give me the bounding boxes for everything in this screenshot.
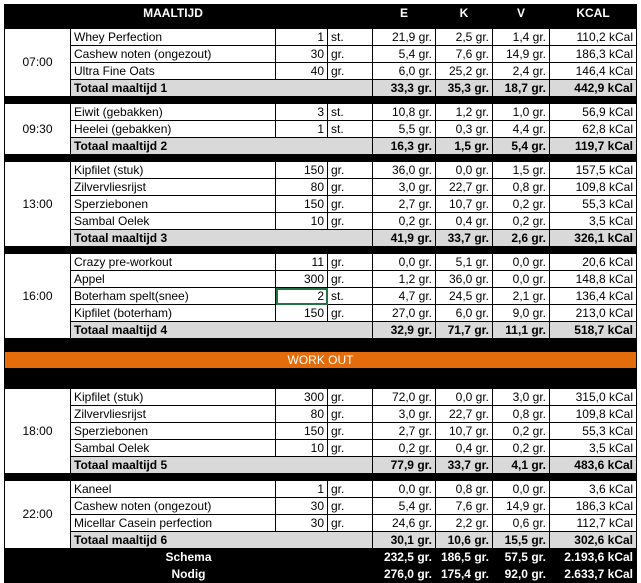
spacer-cell	[493, 369, 550, 382]
fat-cell[interactable]: 0,2 gr.	[493, 423, 550, 440]
summary-kcal-cell[interactable]: 2.193,6 kCal	[550, 549, 637, 566]
unit-cell[interactable]: gr.	[328, 63, 373, 80]
total-fat-cell[interactable]: 2,6 gr.	[493, 230, 550, 247]
kcal-cell[interactable]: 146,4 kCal	[550, 63, 637, 80]
unit-cell[interactable]: gr.	[328, 305, 373, 322]
fat-cell[interactable]: 14,9 gr.	[493, 498, 550, 515]
food-name-cell[interactable]: Heelei (gebakken)	[71, 121, 276, 138]
unit-cell[interactable]: gr.	[328, 213, 373, 230]
spacer-cell	[5, 247, 71, 254]
header-k[interactable]: K	[436, 5, 493, 22]
unit-cell[interactable]: gr.	[328, 440, 373, 457]
spacer-cell	[71, 474, 276, 481]
quantity-cell[interactable]: 80	[276, 406, 328, 423]
carbs-cell[interactable]: 0,0 gr.	[436, 162, 493, 179]
spacer-cell	[276, 369, 328, 382]
spacer-cell	[493, 382, 550, 389]
meal-total-row	[5, 230, 637, 247]
fat-cell[interactable]: 0,0 gr.	[493, 481, 550, 498]
spacer-cell	[276, 247, 328, 254]
total-kcal-cell[interactable]: 483,6 kCal	[550, 457, 637, 474]
quantity-cell[interactable]: 150	[276, 196, 328, 213]
spacer-cell	[373, 155, 436, 162]
total-protein-cell[interactable]: 32,9 gr.	[373, 322, 436, 339]
fat-cell[interactable]: 0,8 gr.	[493, 406, 550, 423]
unit-cell[interactable]: gr.	[328, 389, 373, 406]
spacer-row	[5, 97, 637, 104]
food-name-cell[interactable]: Whey Perfection	[71, 29, 276, 46]
carbs-cell[interactable]: 0,4 gr.	[436, 440, 493, 457]
total-fat-cell[interactable]: 18,7 gr.	[493, 80, 550, 97]
header-v[interactable]: V	[493, 5, 550, 22]
workout-row	[5, 352, 637, 369]
protein-cell[interactable]: 2,7 gr.	[373, 196, 436, 213]
fat-cell[interactable]: 0,0 gr.	[493, 254, 550, 271]
spacer-cell	[550, 247, 637, 254]
carbs-cell[interactable]: 2,5 gr.	[436, 29, 493, 46]
unit-cell[interactable]: gr.	[328, 46, 373, 63]
protein-cell[interactable]: 27,0 gr.	[373, 305, 436, 322]
food-name-cell[interactable]: Eiwit (gebakken)	[71, 104, 276, 121]
summary-label[interactable]: Schema	[5, 549, 373, 566]
carbs-cell[interactable]: 24,5 gr.	[436, 288, 493, 305]
spacer-cell	[276, 22, 328, 29]
quantity-cell[interactable]: 40	[276, 63, 328, 80]
spacer-cell	[71, 339, 276, 352]
food-name-cell[interactable]: Boterham spelt(snee)	[71, 288, 276, 305]
spacer-cell	[550, 369, 637, 382]
kcal-cell[interactable]: 3,6 kCal	[550, 481, 637, 498]
protein-cell[interactable]: 5,4 gr.	[373, 498, 436, 515]
food-row	[5, 179, 637, 196]
fat-cell[interactable]: 2,1 gr.	[493, 288, 550, 305]
food-row	[5, 481, 637, 498]
quantity-cell[interactable]: 2	[276, 288, 328, 305]
fat-cell[interactable]: 1,0 gr.	[493, 104, 550, 121]
meal-time[interactable]: 22:00	[5, 481, 71, 549]
total-carbs-cell[interactable]: 33,7 gr.	[436, 230, 493, 247]
spacer-cell	[493, 97, 550, 104]
food-name-cell[interactable]: Appel	[71, 271, 276, 288]
protein-cell[interactable]: 0,0 gr.	[373, 481, 436, 498]
meal-time[interactable]: 07:00	[5, 29, 71, 97]
meal-total-label[interactable]: Totaal maaltijd 3	[71, 230, 373, 247]
carbs-cell[interactable]: 22,7 gr.	[436, 406, 493, 423]
header-meal[interactable]: MAALTIJD	[71, 5, 276, 22]
protein-cell[interactable]: 2,7 gr.	[373, 423, 436, 440]
food-name-cell[interactable]: Cashew noten (ongezout)	[71, 46, 276, 63]
unit-cell[interactable]: gr.	[328, 196, 373, 213]
carbs-cell[interactable]: 22,7 gr.	[436, 179, 493, 196]
carbs-cell[interactable]: 0,8 gr.	[436, 481, 493, 498]
kcal-cell[interactable]: 62,8 kCal	[550, 121, 637, 138]
spacer-row	[5, 474, 637, 481]
carbs-cell[interactable]: 36,0 gr.	[436, 271, 493, 288]
spacer-cell	[436, 382, 493, 389]
quantity-cell[interactable]: 300	[276, 271, 328, 288]
quantity-cell[interactable]: 150	[276, 162, 328, 179]
spacer-cell	[493, 339, 550, 352]
fat-cell[interactable]: 1,5 gr.	[493, 162, 550, 179]
quantity-cell[interactable]: 30	[276, 515, 328, 532]
protein-cell[interactable]: 4,7 gr.	[373, 288, 436, 305]
kcal-cell[interactable]: 112,7 kCal	[550, 515, 637, 532]
spacer-cell	[373, 339, 436, 352]
spacer-cell	[71, 22, 276, 29]
summary-row	[5, 566, 637, 583]
kcal-cell[interactable]: 148,8 kCal	[550, 271, 637, 288]
fat-cell[interactable]: 9,0 gr.	[493, 305, 550, 322]
total-kcal-cell[interactable]: 119,7 kCal	[550, 138, 637, 155]
spacer-cell	[436, 339, 493, 352]
summary-protein-cell[interactable]: 232,5 gr.	[373, 549, 436, 566]
total-protein-cell[interactable]: 77,9 gr.	[373, 457, 436, 474]
quantity-cell[interactable]: 1	[276, 121, 328, 138]
workout-label[interactable]: WORK OUT	[5, 352, 637, 369]
meal-time[interactable]: 16:00	[5, 254, 71, 339]
food-name-cell[interactable]: Zilvervliesrijst	[71, 179, 276, 196]
spacer-cell	[71, 369, 276, 382]
spacer-cell	[5, 97, 71, 104]
unit-cell[interactable]: gr.	[328, 179, 373, 196]
unit-cell[interactable]: st.	[328, 29, 373, 46]
kcal-cell[interactable]: 315,0 kCal	[550, 389, 637, 406]
fat-cell[interactable]: 14,9 gr.	[493, 46, 550, 63]
spacer-cell	[276, 474, 328, 481]
summary-kcal-cell[interactable]: 2.633,7 kCal	[550, 566, 637, 583]
kcal-cell[interactable]: 186,3 kCal	[550, 46, 637, 63]
quantity-cell[interactable]: 11	[276, 254, 328, 271]
protein-cell[interactable]: 21,9 gr.	[373, 29, 436, 46]
food-name-cell[interactable]: Sperziebonen	[71, 196, 276, 213]
unit-cell[interactable]: st.	[328, 104, 373, 121]
spacer-cell	[373, 97, 436, 104]
carbs-cell[interactable]: 10,7 gr.	[436, 423, 493, 440]
total-carbs-cell[interactable]: 35,3 gr.	[436, 80, 493, 97]
food-name-cell[interactable]: Sambal Oelek	[71, 213, 276, 230]
meal-time[interactable]: 13:00	[5, 162, 71, 247]
food-name-cell[interactable]: Micellar Casein perfection	[71, 515, 276, 532]
total-fat-cell[interactable]: 4,1 gr.	[493, 457, 550, 474]
fat-cell[interactable]: 3,0 gr.	[493, 389, 550, 406]
total-carbs-cell[interactable]: 1,5 gr.	[436, 138, 493, 155]
carbs-cell[interactable]: 0,3 gr.	[436, 121, 493, 138]
spacer-cell	[493, 22, 550, 29]
summary-label[interactable]: Nodig	[5, 566, 373, 583]
spacer-cell	[550, 474, 637, 481]
food-row	[5, 121, 637, 138]
fat-cell[interactable]: 0,0 gr.	[493, 271, 550, 288]
food-name-cell[interactable]: Kaneel	[71, 481, 276, 498]
food-row	[5, 162, 637, 179]
food-name-cell[interactable]: Kipfilet (stuk)	[71, 389, 276, 406]
food-name-cell[interactable]: Kipfilet (boterham)	[71, 305, 276, 322]
carbs-cell[interactable]: 7,6 gr.	[436, 498, 493, 515]
total-carbs-cell[interactable]: 71,7 gr.	[436, 322, 493, 339]
spacer-row	[5, 247, 637, 254]
spacer-cell	[276, 339, 328, 352]
total-kcal-cell[interactable]: 518,7 kCal	[550, 322, 637, 339]
carbs-cell[interactable]: 7,6 gr.	[436, 46, 493, 63]
spacer-cell	[436, 22, 493, 29]
summary-fat-cell[interactable]: 92,0 gr.	[493, 566, 550, 583]
spacer-row	[5, 339, 637, 352]
spacer-cell	[493, 247, 550, 254]
total-fat-cell[interactable]: 15,5 gr.	[493, 532, 550, 549]
total-kcal-cell[interactable]: 302,6 kCal	[550, 532, 637, 549]
kcal-cell[interactable]: 3,5 kCal	[550, 440, 637, 457]
protein-cell[interactable]: 0,2 gr.	[373, 213, 436, 230]
meal-time[interactable]: 09:30	[5, 104, 71, 155]
unit-cell[interactable]: gr.	[328, 271, 373, 288]
food-row	[5, 46, 637, 63]
fat-cell[interactable]: 2,4 gr.	[493, 63, 550, 80]
quantity-cell[interactable]: 1	[276, 481, 328, 498]
spacer-cell	[550, 22, 637, 29]
kcal-cell[interactable]: 20,6 kCal	[550, 254, 637, 271]
protein-cell[interactable]: 6,0 gr.	[373, 63, 436, 80]
carbs-cell[interactable]: 5,1 gr.	[436, 254, 493, 271]
food-row	[5, 29, 637, 46]
spacer-cell	[71, 382, 276, 389]
meal-total-row	[5, 80, 637, 97]
carbs-cell[interactable]: 6,0 gr.	[436, 305, 493, 322]
total-protein-cell[interactable]: 41,9 gr.	[373, 230, 436, 247]
carbs-cell[interactable]: 1,2 gr.	[436, 104, 493, 121]
meal-total-label[interactable]: Totaal maaltijd 5	[71, 457, 373, 474]
meal-time[interactable]: 18:00	[5, 389, 71, 474]
protein-cell[interactable]: 3,0 gr.	[373, 406, 436, 423]
protein-cell[interactable]: 1,2 gr.	[373, 271, 436, 288]
food-name-cell[interactable]: Sperziebonen	[71, 423, 276, 440]
spacer-cell	[328, 97, 373, 104]
food-row	[5, 389, 637, 406]
meal-total-label[interactable]: Totaal maaltijd 4	[71, 322, 373, 339]
spacer-cell	[328, 369, 373, 382]
unit-cell[interactable]: gr.	[328, 162, 373, 179]
total-carbs-cell[interactable]: 10,6 gr.	[436, 532, 493, 549]
unit-cell[interactable]: st.	[328, 288, 373, 305]
food-row	[5, 498, 637, 515]
spacer-cell	[328, 155, 373, 162]
spacer-cell	[436, 474, 493, 481]
header-blank[interactable]	[5, 5, 71, 22]
food-name-cell[interactable]: Crazy pre-workout	[71, 254, 276, 271]
summary-fat-cell[interactable]: 57,5 gr.	[493, 549, 550, 566]
total-protein-cell[interactable]: 33,3 gr.	[373, 80, 436, 97]
spacer-cell	[373, 247, 436, 254]
fat-cell[interactable]: 0,2 gr.	[493, 196, 550, 213]
carbs-cell[interactable]: 2,2 gr.	[436, 515, 493, 532]
protein-cell[interactable]: 5,5 gr.	[373, 121, 436, 138]
spacer-cell	[5, 369, 71, 382]
protein-cell[interactable]: 10,8 gr.	[373, 104, 436, 121]
food-row	[5, 440, 637, 457]
total-fat-cell[interactable]: 11,1 gr.	[493, 322, 550, 339]
unit-cell[interactable]: gr.	[328, 515, 373, 532]
meal-total-row	[5, 532, 637, 549]
meal-total-row	[5, 138, 637, 155]
carbs-cell[interactable]: 10,7 gr.	[436, 196, 493, 213]
quantity-cell[interactable]: 30	[276, 498, 328, 515]
spacer-cell	[71, 97, 276, 104]
protein-cell[interactable]: 3,0 gr.	[373, 179, 436, 196]
quantity-cell[interactable]: 80	[276, 179, 328, 196]
protein-cell[interactable]: 0,0 gr.	[373, 254, 436, 271]
kcal-cell[interactable]: 110,2 kCal	[550, 29, 637, 46]
carbs-cell[interactable]: 0,4 gr.	[436, 213, 493, 230]
total-kcal-cell[interactable]: 326,1 kCal	[550, 230, 637, 247]
spacer-cell	[71, 155, 276, 162]
kcal-cell[interactable]: 56,9 kCal	[550, 104, 637, 121]
carbs-cell[interactable]: 25,2 gr.	[436, 63, 493, 80]
spacer-cell	[5, 474, 71, 481]
fat-cell[interactable]: 0,8 gr.	[493, 179, 550, 196]
unit-cell[interactable]: gr.	[328, 481, 373, 498]
fat-cell[interactable]: 0,2 gr.	[493, 440, 550, 457]
kcal-cell[interactable]: 157,5 kCal	[550, 162, 637, 179]
unit-cell[interactable]: gr.	[328, 498, 373, 515]
food-row	[5, 104, 637, 121]
spacer-cell	[550, 382, 637, 389]
spacer-cell	[436, 155, 493, 162]
spacer-cell	[5, 382, 71, 389]
total-protein-cell[interactable]: 16,3 gr.	[373, 138, 436, 155]
food-row	[5, 196, 637, 213]
kcal-cell[interactable]: 109,8 kCal	[550, 179, 637, 196]
header-blank-unit[interactable]	[328, 5, 373, 22]
spacer-cell	[436, 97, 493, 104]
food-row	[5, 213, 637, 230]
spacer-cell	[328, 22, 373, 29]
food-row	[5, 515, 637, 532]
spacer-cell	[373, 474, 436, 481]
kcal-cell[interactable]: 136,4 kCal	[550, 288, 637, 305]
spacer-cell	[550, 155, 637, 162]
spacer-cell	[550, 339, 637, 352]
quantity-cell[interactable]: 30	[276, 46, 328, 63]
summary-row	[5, 549, 637, 566]
kcal-cell[interactable]: 55,3 kCal	[550, 423, 637, 440]
header-e[interactable]: E	[373, 5, 436, 22]
unit-cell[interactable]: st.	[328, 121, 373, 138]
header-blank-qty[interactable]	[276, 5, 328, 22]
spacer-cell	[328, 382, 373, 389]
unit-cell[interactable]: gr.	[328, 406, 373, 423]
protein-cell[interactable]: 36,0 gr.	[373, 162, 436, 179]
spacer-cell	[436, 369, 493, 382]
fat-cell[interactable]: 0,6 gr.	[493, 515, 550, 532]
summary-carbs-cell[interactable]: 186,5 gr.	[436, 549, 493, 566]
spacer-row	[5, 369, 637, 382]
spacer-cell	[276, 382, 328, 389]
spacer-row	[5, 155, 637, 162]
spacer-cell	[436, 247, 493, 254]
spacer-cell	[71, 247, 276, 254]
meal-total-label[interactable]: Totaal maaltijd 6	[71, 532, 373, 549]
food-name-cell[interactable]: Cashew noten (ongezout)	[71, 498, 276, 515]
spacer-cell	[373, 369, 436, 382]
spacer-cell	[328, 247, 373, 254]
meal-plan-body	[5, 5, 637, 583]
quantity-cell[interactable]: 150	[276, 423, 328, 440]
kcal-cell[interactable]: 186,3 kCal	[550, 498, 637, 515]
spacer-cell	[373, 382, 436, 389]
food-row	[5, 271, 637, 288]
fat-cell[interactable]: 4,4 gr.	[493, 121, 550, 138]
quantity-cell[interactable]: 10	[276, 440, 328, 457]
spacer-cell	[373, 22, 436, 29]
kcal-cell[interactable]: 55,3 kCal	[550, 196, 637, 213]
meal-total-row	[5, 322, 637, 339]
quantity-cell[interactable]: 1	[276, 29, 328, 46]
carbs-cell[interactable]: 0,0 gr.	[436, 389, 493, 406]
total-kcal-cell[interactable]: 442,9 kCal	[550, 80, 637, 97]
quantity-cell[interactable]: 300	[276, 389, 328, 406]
food-row	[5, 288, 637, 305]
total-fat-cell[interactable]: 5,4 gr.	[493, 138, 550, 155]
spacer-cell	[493, 474, 550, 481]
protein-cell[interactable]: 0,2 gr.	[373, 440, 436, 457]
spacer-cell	[493, 155, 550, 162]
unit-cell[interactable]: gr.	[328, 423, 373, 440]
food-row	[5, 63, 637, 80]
spacer-cell	[550, 97, 637, 104]
food-row	[5, 254, 637, 271]
meal-plan-table	[4, 4, 637, 583]
quantity-cell[interactable]: 3	[276, 104, 328, 121]
spacer-row	[5, 382, 637, 389]
spacer-row	[5, 22, 637, 29]
food-name-cell[interactable]: Zilvervliesrijst	[71, 406, 276, 423]
fat-cell[interactable]: 0,2 gr.	[493, 213, 550, 230]
total-protein-cell[interactable]: 30,1 gr.	[373, 532, 436, 549]
kcal-cell[interactable]: 109,8 kCal	[550, 406, 637, 423]
quantity-cell[interactable]: 150	[276, 305, 328, 322]
kcal-cell[interactable]: 3,5 kCal	[550, 213, 637, 230]
spacer-cell	[328, 474, 373, 481]
quantity-cell[interactable]: 10	[276, 213, 328, 230]
total-carbs-cell[interactable]: 33,7 gr.	[436, 457, 493, 474]
kcal-cell[interactable]: 213,0 kCal	[550, 305, 637, 322]
spacer-cell	[5, 155, 71, 162]
summary-carbs-cell[interactable]: 175,4 gr.	[436, 566, 493, 583]
protein-cell[interactable]: 5,4 gr.	[373, 46, 436, 63]
spacer-cell	[5, 22, 71, 29]
protein-cell[interactable]: 72,0 gr.	[373, 389, 436, 406]
food-row	[5, 423, 637, 440]
meal-total-label[interactable]: Totaal maaltijd 1	[71, 80, 373, 97]
protein-cell[interactable]: 24,6 gr.	[373, 515, 436, 532]
spacer-cell	[328, 339, 373, 352]
spacer-cell	[276, 97, 328, 104]
header-kcal[interactable]: KCAL	[550, 5, 637, 22]
unit-cell[interactable]: gr.	[328, 254, 373, 271]
spacer-cell	[276, 155, 328, 162]
summary-protein-cell[interactable]: 276,0 gr.	[373, 566, 436, 583]
food-name-cell[interactable]: Kipfilet (stuk)	[71, 162, 276, 179]
food-row	[5, 406, 637, 423]
header-row	[5, 5, 637, 22]
food-name-cell[interactable]: Ultra Fine Oats	[71, 63, 276, 80]
fat-cell[interactable]: 1,4 gr.	[493, 29, 550, 46]
spacer-cell	[5, 339, 71, 352]
food-name-cell[interactable]: Sambal Oelek	[71, 440, 276, 457]
meal-total-label[interactable]: Totaal maaltijd 2	[71, 138, 373, 155]
meal-total-row	[5, 457, 637, 474]
food-row	[5, 305, 637, 322]
